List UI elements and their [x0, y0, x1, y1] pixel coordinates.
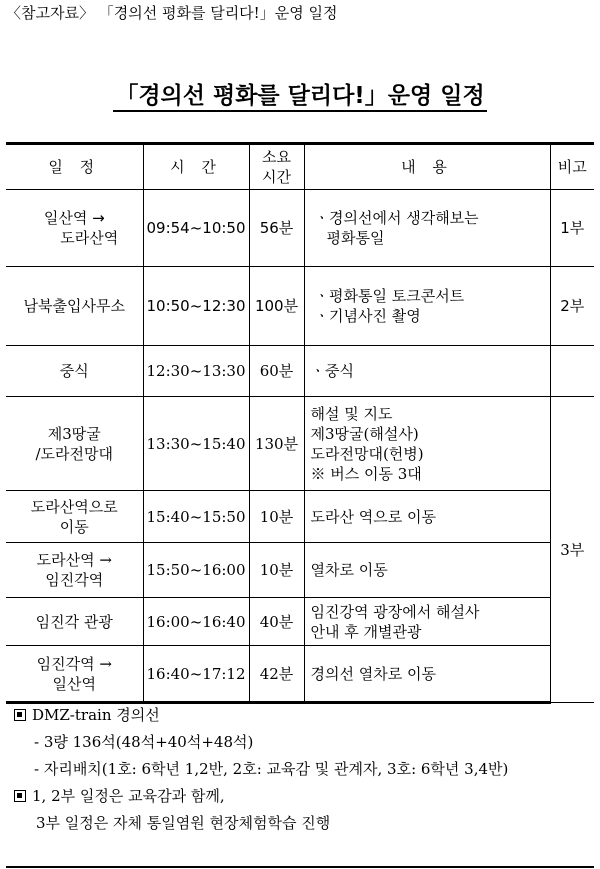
duration-cell: 42분 [249, 646, 304, 703]
duration-cell: 10분 [249, 491, 304, 543]
header-time: 시 간 [143, 144, 249, 190]
header-duration [249, 144, 304, 190]
header-duration-line2: 시간 [262, 168, 291, 186]
table-row [6, 397, 594, 491]
content-cell: 도라산 역으로 이동 [304, 491, 550, 543]
content-cell: ㆍ평화통일 토크콘서트 ㆍ기념사진 촬영 [304, 267, 550, 346]
time-cell: 13:30~15:40 [143, 397, 249, 491]
table-row [6, 491, 594, 543]
note-cell [550, 346, 594, 397]
time-cell: 15:50~16:00 [143, 543, 249, 598]
time-cell: 10:50~12:30 [143, 267, 249, 346]
table-row [6, 598, 594, 646]
note-subitem: - 3량 136석(48석+40석+48석) [34, 733, 254, 751]
duration-cell: 10분 [249, 543, 304, 598]
table-row [6, 646, 594, 703]
content-cell: 해설 및 지도 제3땅굴(해설사) 도라전망대(헌병) ※ 버스 이동 3대 [304, 397, 550, 491]
content-cell: 임진강역 광장에서 해설사 안내 후 개별관광 [304, 598, 550, 646]
schedule-table [6, 142, 594, 704]
time-cell: 09:54~10:50 [143, 190, 249, 267]
schedule-cell: 남북출입사무소 [6, 267, 143, 346]
header-schedule: 일 정 [6, 144, 143, 190]
document-title [0, 82, 600, 112]
table-row [6, 267, 594, 346]
document-title-text: 「경의선 평화를 달리다!」운영 일정 [113, 82, 486, 112]
bottom-divider [6, 866, 594, 868]
note-continuation: 3부 일정은 자체 통일염원 현장체험학습 진행 [36, 814, 331, 832]
header-content: 내 용 [304, 144, 550, 190]
schedule-cell: 중식 [6, 346, 143, 397]
schedule-cell: 도라산역 → 임진각역 [6, 543, 143, 598]
note-subitem: - 자리배치(1호: 6학년 1,2반, 2호: 교육감 및 관계자, 3호: 6학년 3,4반) [34, 760, 509, 778]
content-cell: ㆍ경의선에서 생각해보는 평화통일 [304, 190, 550, 267]
table-row [6, 346, 594, 397]
table-row [6, 190, 594, 267]
duration-cell: 130분 [249, 397, 304, 491]
duration-cell: 40분 [249, 598, 304, 646]
schedule-cell: 도라산역으로 이동 [6, 491, 143, 543]
note-item: 1, 2부 일정은 교육감과 함께, [14, 783, 594, 810]
time-cell: 12:30~13:30 [143, 346, 249, 397]
duration-cell: 56분 [249, 190, 304, 267]
note-cell: 3부 [550, 397, 594, 703]
content-cell: 경의선 열차로 이동 [304, 646, 550, 703]
table-header-row [6, 144, 594, 190]
note-cell: 1부 [550, 190, 594, 267]
schedule-cell: 임진각역 → 일산역 [6, 646, 143, 703]
duration-cell: 100분 [249, 267, 304, 346]
square-bullet-icon [14, 790, 26, 802]
schedule-cell: 임진각 관광 [6, 598, 143, 646]
notes-section [14, 702, 594, 837]
content-cell: ㆍ중식 [304, 346, 550, 397]
page-header: 〈참고자료〉 「경의선 평화를 달리다!」운영 일정 [6, 4, 338, 22]
content-cell: 열차로 이동 [304, 543, 550, 598]
note-cell: 2부 [550, 267, 594, 346]
header-note: 비고 [550, 144, 594, 190]
header-duration-line1: 소요 [262, 148, 291, 166]
time-cell: 15:40~15:50 [143, 491, 249, 543]
time-cell: 16:40~17:12 [143, 646, 249, 703]
table-row [6, 543, 594, 598]
note-item: DMZ-train 경의선 [14, 702, 594, 729]
time-cell: 16:00~16:40 [143, 598, 249, 646]
duration-cell: 60분 [249, 346, 304, 397]
schedule-cell: 일산역 → 도라산역 [6, 190, 143, 267]
schedule-cell: 제3땅굴 /도라전망대 [6, 397, 143, 491]
square-bullet-icon [14, 709, 26, 721]
